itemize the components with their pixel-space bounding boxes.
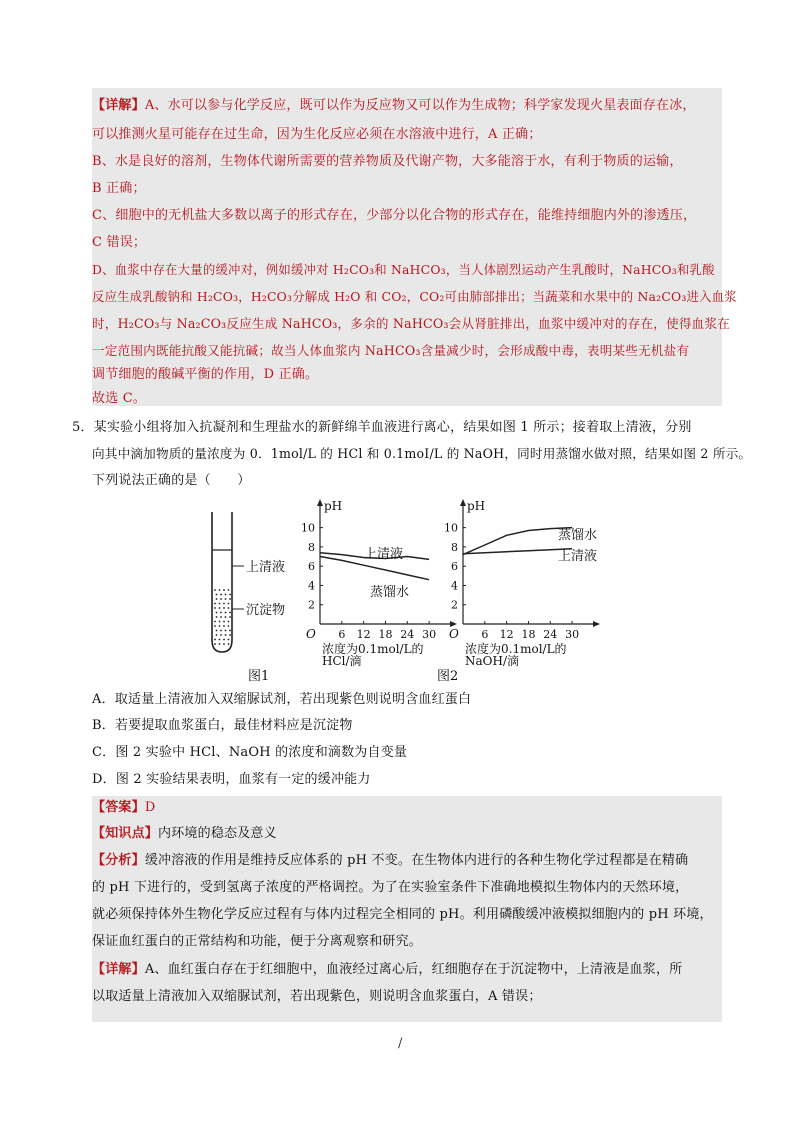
sediment-dot (219, 589, 221, 591)
sediment-dot (228, 625, 230, 627)
x-tick-label: 30 (422, 628, 437, 641)
analysis-line-1: 的 pH 下进行的，受到氢离子浓度的严格调控。为了在实验室条件下准确地模拟生物体内的天然环境， (92, 880, 689, 895)
sediment-dot (216, 630, 218, 632)
y-tick-label: 8 (451, 540, 458, 554)
origin-label: O (306, 627, 316, 641)
sediment-dot (228, 639, 230, 641)
chart-hcl (301, 499, 457, 668)
sediment-dot (216, 612, 218, 614)
page-number: / (398, 1036, 403, 1051)
sediment-dot (216, 634, 218, 636)
question-number: 5． (72, 420, 94, 435)
supernatant-label: 上清液 (246, 560, 286, 575)
series-line (463, 549, 572, 554)
detail1-line-2: B、水是良好的溶剂，生物体代谢所需要的营养物质及代谢产物，大多能溶于水，有利于物质的运输， (92, 154, 683, 169)
sediment-dot (219, 621, 221, 623)
sediment-dot (223, 603, 225, 605)
knowledge-line (92, 826, 277, 842)
sediment-dot (220, 612, 222, 614)
option-c: C．图 2 实验中 HCl、NaOH 的浓度和滴数为自变量 (92, 745, 408, 760)
sediment-dot (214, 607, 216, 609)
detail1-line-3: B 正确； (92, 181, 146, 196)
sediment-dot (223, 621, 225, 623)
detail1-line-4: C、细胞中的无机盐大多数以离子的形式存在，少部分以化合物的形式存在，能维持细胞内外的渗透压， (92, 208, 697, 223)
knowledge-value: 内环境的稳态及意义 (158, 826, 277, 841)
sediment-dot (216, 594, 218, 596)
option-a: A．取适量上清液加入双缩脲试剂，若出现紫色则说明含血红蛋白 (92, 692, 472, 707)
y-axis-label: pH (324, 499, 343, 513)
sediment-dot (228, 589, 230, 591)
x-tick-label: 6 (481, 628, 489, 641)
fig1-caption: 图1 (248, 669, 270, 684)
chart-naoh (444, 499, 600, 668)
analysis-text: 缓冲溶液的作用是维持反应体系的 pH 不变。在生物体内进行的各种生物化学过程都是在精确 (144, 853, 689, 868)
sediment-dot (228, 603, 230, 605)
sediment-dot (228, 643, 230, 645)
option-b: B．若要提取血浆蛋白，最佳材料应是沉淀物 (92, 718, 353, 733)
series-label: 上清液 (558, 549, 598, 564)
x-tick-label: 18 (521, 628, 536, 641)
sediment-dot (229, 630, 231, 632)
detail1-line-7: 反应生成乳酸钠和 H₂CO₃，H₂CO₃分解成 H₂O 和 CO₂，CO₂可由肺部排出；当蔬菜和水果中的 Na₂CO₃进入血浆 (92, 289, 737, 304)
sediment-dot (223, 607, 225, 609)
answer-tag: 【答案】 (92, 800, 145, 815)
detail1-line-8: 时，H₂CO₃与 Na₂CO₃反应生成 NaHCO₃，多余的 NaHCO₃会从肾脏排出，血浆中缓冲对的存在，使得血浆在 (92, 316, 731, 331)
y-tick-label: 6 (451, 560, 458, 574)
sediment-dot (229, 612, 231, 614)
x-tick-label: 24 (543, 628, 558, 641)
x-tick-label: 12 (356, 628, 371, 641)
x-tick-label: 18 (378, 628, 393, 641)
y-tick-label: 4 (451, 579, 458, 593)
sediment-dot (223, 643, 225, 645)
sediment-dot (214, 625, 216, 627)
analysis-tag: 【分析】 (92, 853, 145, 868)
answer-value: D (144, 800, 156, 815)
option-d: D．图 2 实验结果表明，血浆有一定的缓冲能力 (92, 772, 371, 787)
sediment-dot (229, 598, 231, 600)
sediment-dot (225, 598, 227, 600)
detail1-line-9: 一定范围内既能抗酸又能抗碱；故当人体血浆内 NaHCO₃含量减少时，会形成酸中毒，表明某些无机盐有 (92, 343, 690, 358)
sediment-dot (223, 625, 225, 627)
series-label: 蒸馏水 (370, 585, 410, 600)
detail2-text: A、血红蛋白存在于红细胞中，血液经过离心后，红细胞存在于沉淀物中，上清液是血浆，所 (144, 962, 683, 977)
sediment-dot (229, 594, 231, 596)
sediment-dot (225, 630, 227, 632)
detail-text: A、水可以参与化学反应，既可以作为反应物又可以作为生成物；科学家发现火星表面存在冰， (144, 98, 696, 113)
sediment-dot (214, 643, 216, 645)
sediment-dot (220, 616, 222, 618)
detail-tag: 【详解】 (92, 98, 145, 113)
test-tube (212, 512, 232, 652)
x-axis-label: NaOH/滴 (465, 654, 520, 668)
y-axis-arrow (317, 499, 323, 506)
knowledge-tag: 【知识点】 (92, 826, 159, 841)
x-tick-label: 30 (565, 628, 580, 641)
analysis-line-3: 保证血红蛋白的正常结构和功能，便于分离观察和研究。 (92, 934, 423, 949)
question-5-line-2: 下列说法正确的是（ ） (92, 473, 251, 488)
x-axis-label: 浓度为0.1mol/L的 (465, 642, 567, 656)
question-stem: 某实验小组将加入抗凝剂和生理盐水的新鲜绵羊血液进行离心，结果如图 1 所示；接着取上清液，分别 (93, 420, 692, 435)
x-axis-label: HCl/滴 (322, 654, 362, 668)
y-tick-label: 10 (444, 521, 458, 535)
y-tick-label: 4 (308, 579, 315, 593)
sediment-dot (225, 616, 227, 618)
y-tick-label: 10 (301, 521, 315, 535)
sediment-dot (214, 603, 216, 605)
sediment-dot (220, 634, 222, 636)
y-tick-label: 6 (308, 560, 315, 574)
detail1-line-10: 调节细胞的酸碱平衡的作用，D 正确。 (92, 367, 319, 382)
sediment-dot (219, 603, 221, 605)
sediment-dots (214, 589, 231, 645)
sediment-dot (214, 589, 216, 591)
answer-line (92, 800, 155, 816)
fig2-caption: 图2 (437, 669, 459, 684)
x-tick-label: 6 (338, 628, 346, 641)
detail2-line-0 (92, 962, 682, 978)
sediment-dot (225, 594, 227, 596)
y-axis-label: pH (467, 499, 486, 513)
sediment-dot (229, 616, 231, 618)
sediment-dot (216, 616, 218, 618)
detail1-line-6: D、血浆中存在大量的缓冲对，例如缓冲对 H₂CO₃和 NaHCO₃，当人体剧烈运动产生乳酸时，NaHCO₃和乳酸 (92, 262, 715, 277)
sediment-dot (219, 607, 221, 609)
y-tick-label: 2 (451, 598, 458, 612)
sediment-dot (220, 594, 222, 596)
sediment-dot (214, 639, 216, 641)
y-axis-arrow (460, 499, 466, 506)
sediment-dot (214, 621, 216, 623)
sediment-dot (223, 639, 225, 641)
origin-label: O (449, 627, 459, 641)
sediment-dot (216, 598, 218, 600)
sediment-dot (228, 621, 230, 623)
sediment-dot (219, 643, 221, 645)
x-axis-arrow (593, 621, 600, 627)
analysis-line-0 (92, 853, 688, 869)
y-tick-label: 2 (308, 598, 315, 612)
sediment-dot (225, 634, 227, 636)
detail1-line-5: C 错误； (92, 235, 147, 250)
sediment-label: 沉淀物 (246, 603, 286, 618)
detail2-line-1: 以取适量上清液加入双缩脲试剂，若出现紫色，则说明含血浆蛋白，A 错误； (92, 989, 542, 1004)
sediment-dot (220, 630, 222, 632)
analysis-line-2: 就必须保持体外生物化学反应过程有与体内过程完全相同的 pH。利用磷酸缓冲液模拟细胞内的 pH 环境， (92, 907, 713, 922)
x-axis-label: 浓度为0.1mol/L的 (322, 642, 424, 656)
detail1-conclusion: 故选 C。 (92, 391, 147, 406)
sediment-dot (219, 639, 221, 641)
detail1-line-1: 可以推测火星可能存在过生命，因为生化反应必须在水溶液中进行，A 正确； (92, 127, 542, 142)
question-5-line-1: 向其中滴加物质的量浓度为 0．1mol/L 的 HCl 和 0.1moI/L 的 NaOH，同时用蒸馏水做对照，结果如图 2 所示。 (92, 446, 752, 461)
series-label: 上清液 (364, 547, 404, 562)
x-tick-label: 24 (400, 628, 415, 641)
series-label: 蒸馏水 (558, 528, 598, 543)
sediment-dot (225, 612, 227, 614)
sediment-dot (219, 625, 221, 627)
detail-tag-2: 【详解】 (92, 962, 145, 977)
sediment-dot (229, 634, 231, 636)
sediment-dot (228, 607, 230, 609)
sediment-dot (220, 598, 222, 600)
y-tick-label: 8 (308, 540, 315, 554)
x-tick-label: 12 (499, 628, 514, 641)
sediment-dot (223, 589, 225, 591)
